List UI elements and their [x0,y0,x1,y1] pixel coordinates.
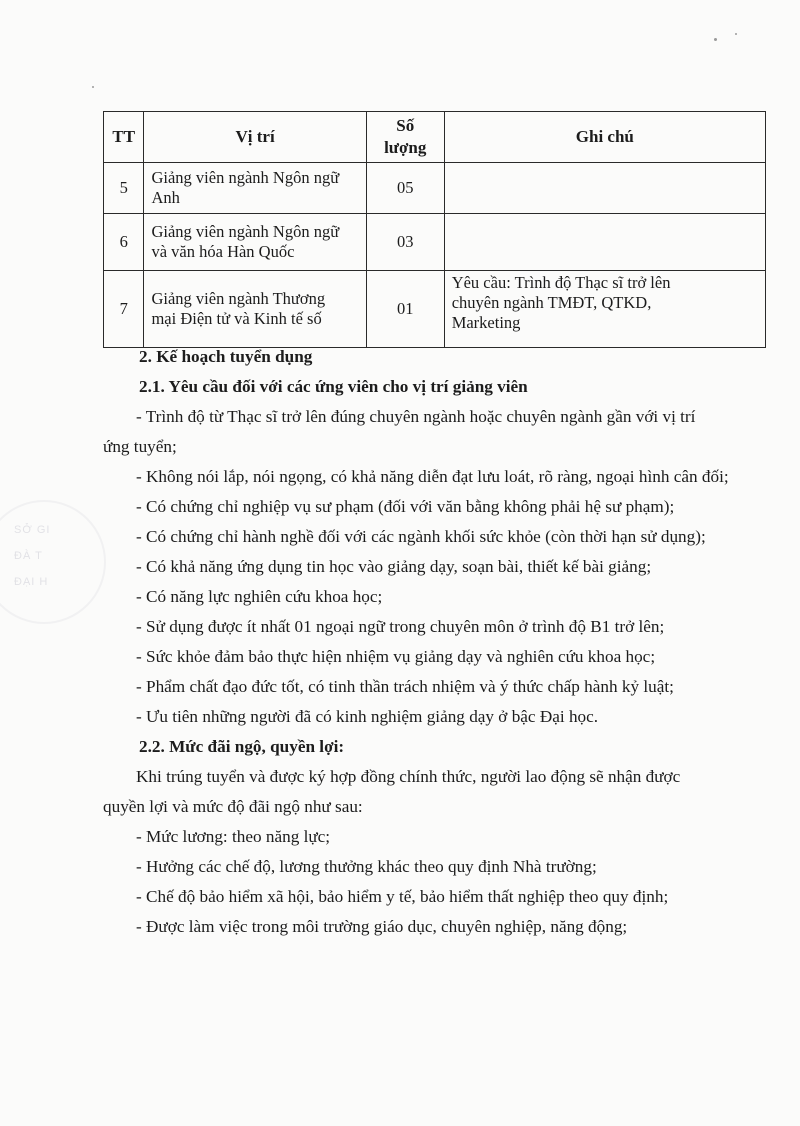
scan-speck [92,86,94,88]
row-tt: 7 [104,271,144,348]
row-vitri-line1: Giảng viên ngành Ngôn ngữ [151,222,340,241]
requirement-item: - Sử dụng được ít nhất 01 ngoại ngữ trong chuyên môn ở trình độ B1 trở lên; [136,617,665,636]
scan-speck [735,33,737,35]
row-vitri-line1: Giảng viên ngành Ngôn ngữ [151,168,340,187]
section-2 [103,342,766,942]
row-vitri-line2: mại Điện tử và Kinh tế số [151,309,322,328]
table-row [104,271,766,348]
header-soluong-line2: lượng [384,138,427,157]
header-soluong-line1: Số [396,116,415,135]
requirement-item: - Có năng lực nghiên cứu khoa học; [136,587,383,606]
table-row [104,163,766,214]
table-header-row [104,112,766,163]
requirement-item: - Trình độ từ Thạc sĩ trở lên đúng chuyên ngành hoặc chuyên ngành gần với vị trí [136,407,696,426]
row-ghichu [444,271,765,348]
row-vitri [144,163,366,214]
positions-table [103,111,766,348]
row-vitri-line2: và văn hóa Hàn Quốc [151,242,295,261]
benefits-intro-line1: Khi trúng tuyển và được ký hợp đồng chính thức, người lao động sẽ nhận được [136,767,681,786]
benefits-intro-line2: quyền lợi và mức độ đãi ngộ như sau: [103,797,363,816]
table-row [104,214,766,271]
faded-stamp-mark: SỞ GI ĐÀ T ĐẠI H [0,500,106,624]
scan-speck [714,38,717,41]
requirement-item-continuation: ứng tuyển; [103,437,177,456]
row-ghichu-line1: Yêu cầu: Trình độ Thạc sĩ trở lên [451,273,671,292]
section-2-1-title: 2.1. Yêu cầu đối với các ứng viên cho vị trí giảng viên [139,377,528,396]
benefit-item: - Được làm việc trong môi trường giáo dục, chuyên nghiệp, năng động; [136,917,628,936]
row-vitri-line2: Anh [151,188,180,207]
header-ghichu: Ghi chú [444,112,765,163]
row-soluong: 05 [366,163,444,214]
benefit-item: - Hưởng các chế độ, lương thưởng khác theo quy định Nhà trường; [136,857,597,876]
benefit-item: - Chế độ bảo hiểm xã hội, bảo hiểm y tế, bảo hiểm thất nghiệp theo quy định; [136,887,669,906]
row-soluong: 03 [366,214,444,271]
requirement-item: - Không nói lắp, nói ngọng, có khả năng diễn đạt lưu loát, rõ ràng, ngoại hình cân đối; [136,467,729,486]
requirement-item: - Sức khỏe đảm bảo thực hiện nhiệm vụ giảng dạy và nghiên cứu khoa học; [136,647,656,666]
row-vitri [144,271,366,348]
benefit-item: - Mức lương: theo năng lực; [136,827,331,846]
requirement-item: - Phẩm chất đạo đức tốt, có tinh thần trách nhiệm và ý thức chấp hành kỷ luật; [136,677,674,696]
requirement-item: - Có chứng chỉ hành nghề đối với các ngành khối sức khỏe (còn thời hạn sử dụng); [136,527,706,546]
requirement-item: - Có chứng chỉ nghiệp vụ sư phạm (đối với văn bằng không phải hệ sư phạm); [136,497,675,516]
row-ghichu-line2: chuyên ngành TMĐT, QTKD, [451,293,652,312]
header-tt: TT [104,112,144,163]
row-vitri [144,214,366,271]
row-ghichu [444,214,765,271]
row-soluong: 01 [366,271,444,348]
row-vitri-line1: Giảng viên ngành Thương [151,289,326,308]
section-2-2-title: 2.2. Mức đãi ngộ, quyền lợi: [139,737,345,756]
row-tt: 5 [104,163,144,214]
requirement-item: - Có khả năng ứng dụng tin học vào giảng dạy, soạn bài, thiết kế bài giảng; [136,557,652,576]
section-2-title: 2. Kế hoạch tuyển dụng [139,347,313,366]
row-tt: 6 [104,214,144,271]
header-vitri: Vị trí [144,112,366,163]
row-ghichu-line3: Marketing [451,313,521,332]
requirement-item: - Ưu tiên những người đã có kinh nghiệm giảng dạy ở bậc Đại học. [136,707,599,726]
header-soluong [366,112,444,163]
row-ghichu [444,163,765,214]
